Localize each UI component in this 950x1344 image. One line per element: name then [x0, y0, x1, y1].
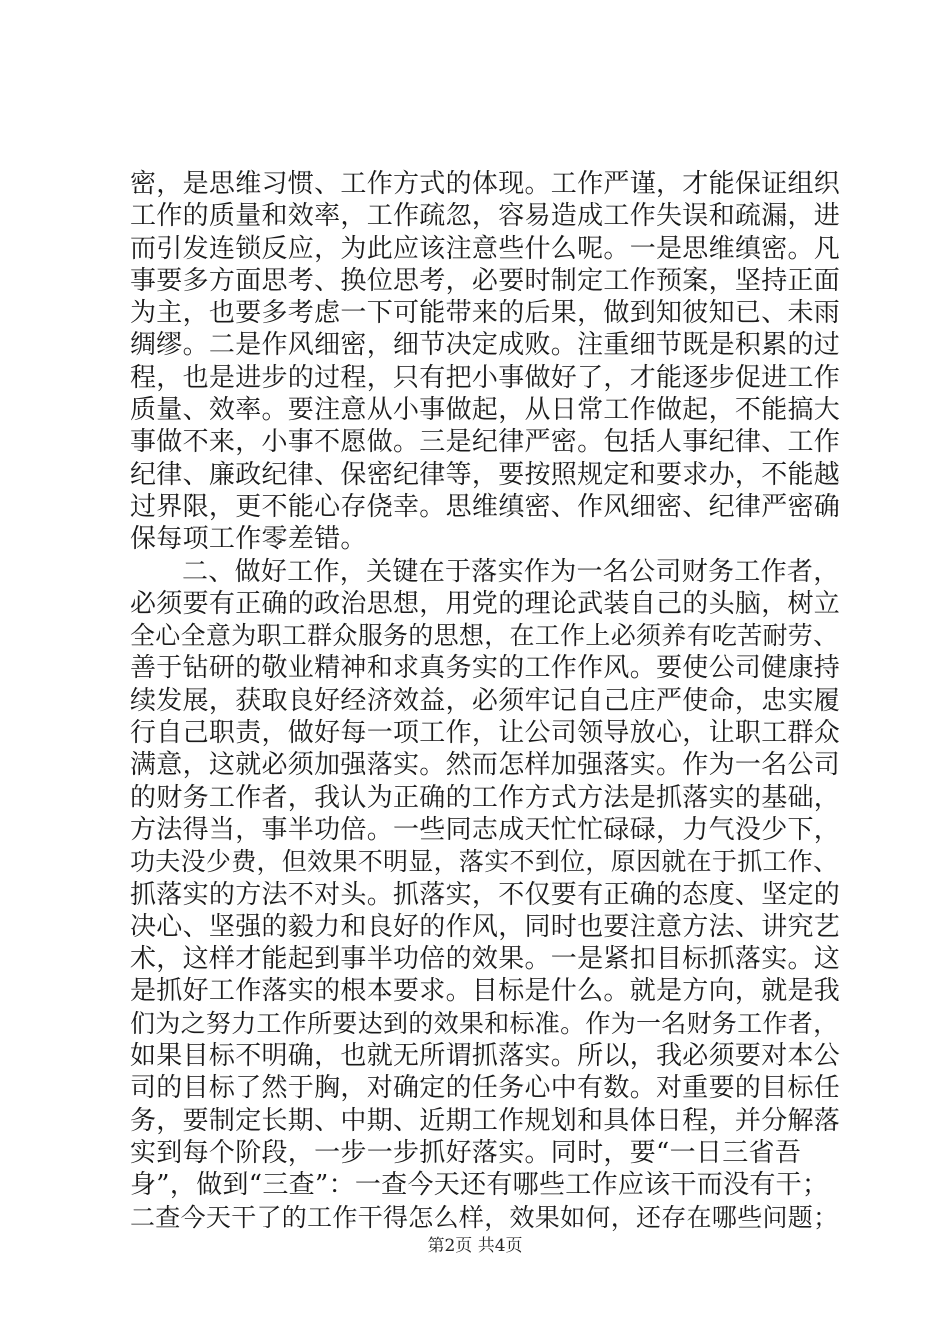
body-text — [130, 168, 840, 1234]
body-line: 如果目标不明确，也就无所谓抓落实。所以，我必须要对本公 — [130, 1041, 841, 1072]
body-line: 全心全意为职工群众服务的思想，在工作上必须养有吃苦耐劳、 — [130, 621, 839, 651]
body-line: 二查今天干了的工作干得怎么样，效果如何，还存在哪些问题； — [130, 1202, 839, 1232]
body-line: 务，要制定长期、中期、近期工作规划和具体日程，并分解落 — [130, 1105, 841, 1136]
page-number: 第2页 共4页 — [427, 1236, 523, 1256]
page-footer — [0, 1235, 950, 1257]
body-line: 决心、坚强的毅力和良好的作风，同时也要注意方法、讲究艺 — [130, 911, 841, 942]
body-line: 满意，这就必须加强落实。然而怎样加强落实。作为一名公司 — [130, 750, 841, 781]
body-line: 质量、效率。要注意从小事做起，从日常工作做起，不能搞大 — [130, 395, 841, 426]
body-line: 纪律、廉政纪律、保密纪律等，要按照规定和要求办，不能越 — [130, 459, 841, 490]
body-line: 善于钻研的敬业精神和求真务实的工作作风。要使公司健康持 — [130, 653, 841, 684]
body-line: 身”，做到“三查”：一查今天还有哪些工作应该干而没有干； — [130, 1170, 829, 1201]
body-line: 方法得当，事半功倍。一些同志成天忙忙碌碌，力气没少下， — [130, 814, 841, 845]
body-line: 必须要有正确的政治思想，用党的理论武装自己的头脑，树立 — [130, 588, 841, 619]
body-line: 而引发连锁反应，为此应该注意些什么呢。一是思维缜密。凡 — [130, 233, 841, 264]
body-line: 事做不来，小事不愿做。三是纪律严密。包括人事纪律、工作 — [130, 427, 841, 458]
body-line: 们为之努力工作所要达到的效果和标准。作为一名财务工作者， — [130, 1008, 839, 1038]
body-line: 绸缪。二是作风细密，细节决定成败。注重细节既是积累的过 — [130, 330, 841, 361]
body-line: 术，这样才能起到事半功倍的效果。一是紧扣目标抓落实。这 — [130, 944, 841, 975]
body-line: 事要多方面思考、换位思考，必要时制定工作预案，坚持正面 — [130, 265, 841, 296]
body-line: 功夫没少费，但效果不明显，落实不到位，原因就在于抓工作、 — [130, 847, 839, 877]
body-line: 是抓好工作落实的根本要求。目标是什么。就是方向，就是我 — [130, 976, 841, 1007]
body-line: 工作的质量和效率，工作疏忽，容易造成工作失误和疏漏，进 — [130, 201, 841, 232]
body-line: 续发展，获取良好经济效益，必须牢记自己庄严使命，忠实履 — [130, 685, 841, 716]
body-line: 行自己职责，做好每一项工作，让公司领导放心，让职工群众 — [130, 718, 841, 749]
body-line: 抓落实的方法不对头。抓落实，不仅要有正确的态度、坚定的 — [130, 879, 841, 910]
body-line: 程，也是进步的过程，只有把小事做好了，才能逐步促进工作 — [130, 362, 841, 393]
body-line: 的财务工作者，我认为正确的工作方式方法是抓落实的基础， — [130, 782, 841, 813]
body-line: 过界限，更不能心存侥幸。思维缜密、作风细密、纪律严密确 — [130, 491, 841, 522]
body-line: 为主，也要多考虑一下可能带来的后果，做到知彼知已、未雨 — [130, 298, 841, 329]
body-line: 实到每个阶段，一步一步抓好落实。同时，要“一日三省吾 — [130, 1137, 802, 1168]
body-line: 保每项工作零差错。 — [130, 524, 367, 555]
body-line: 司的目标了然于胸，对确定的任务心中有数。对重要的目标任 — [130, 1073, 841, 1104]
paragraph-start-line: 二、做好工作，关键在于落实作为一名公司财务工作者， — [182, 556, 840, 587]
body-line: 密，是思维习惯、工作方式的体现。工作严谨，才能保证组织 — [130, 169, 841, 199]
